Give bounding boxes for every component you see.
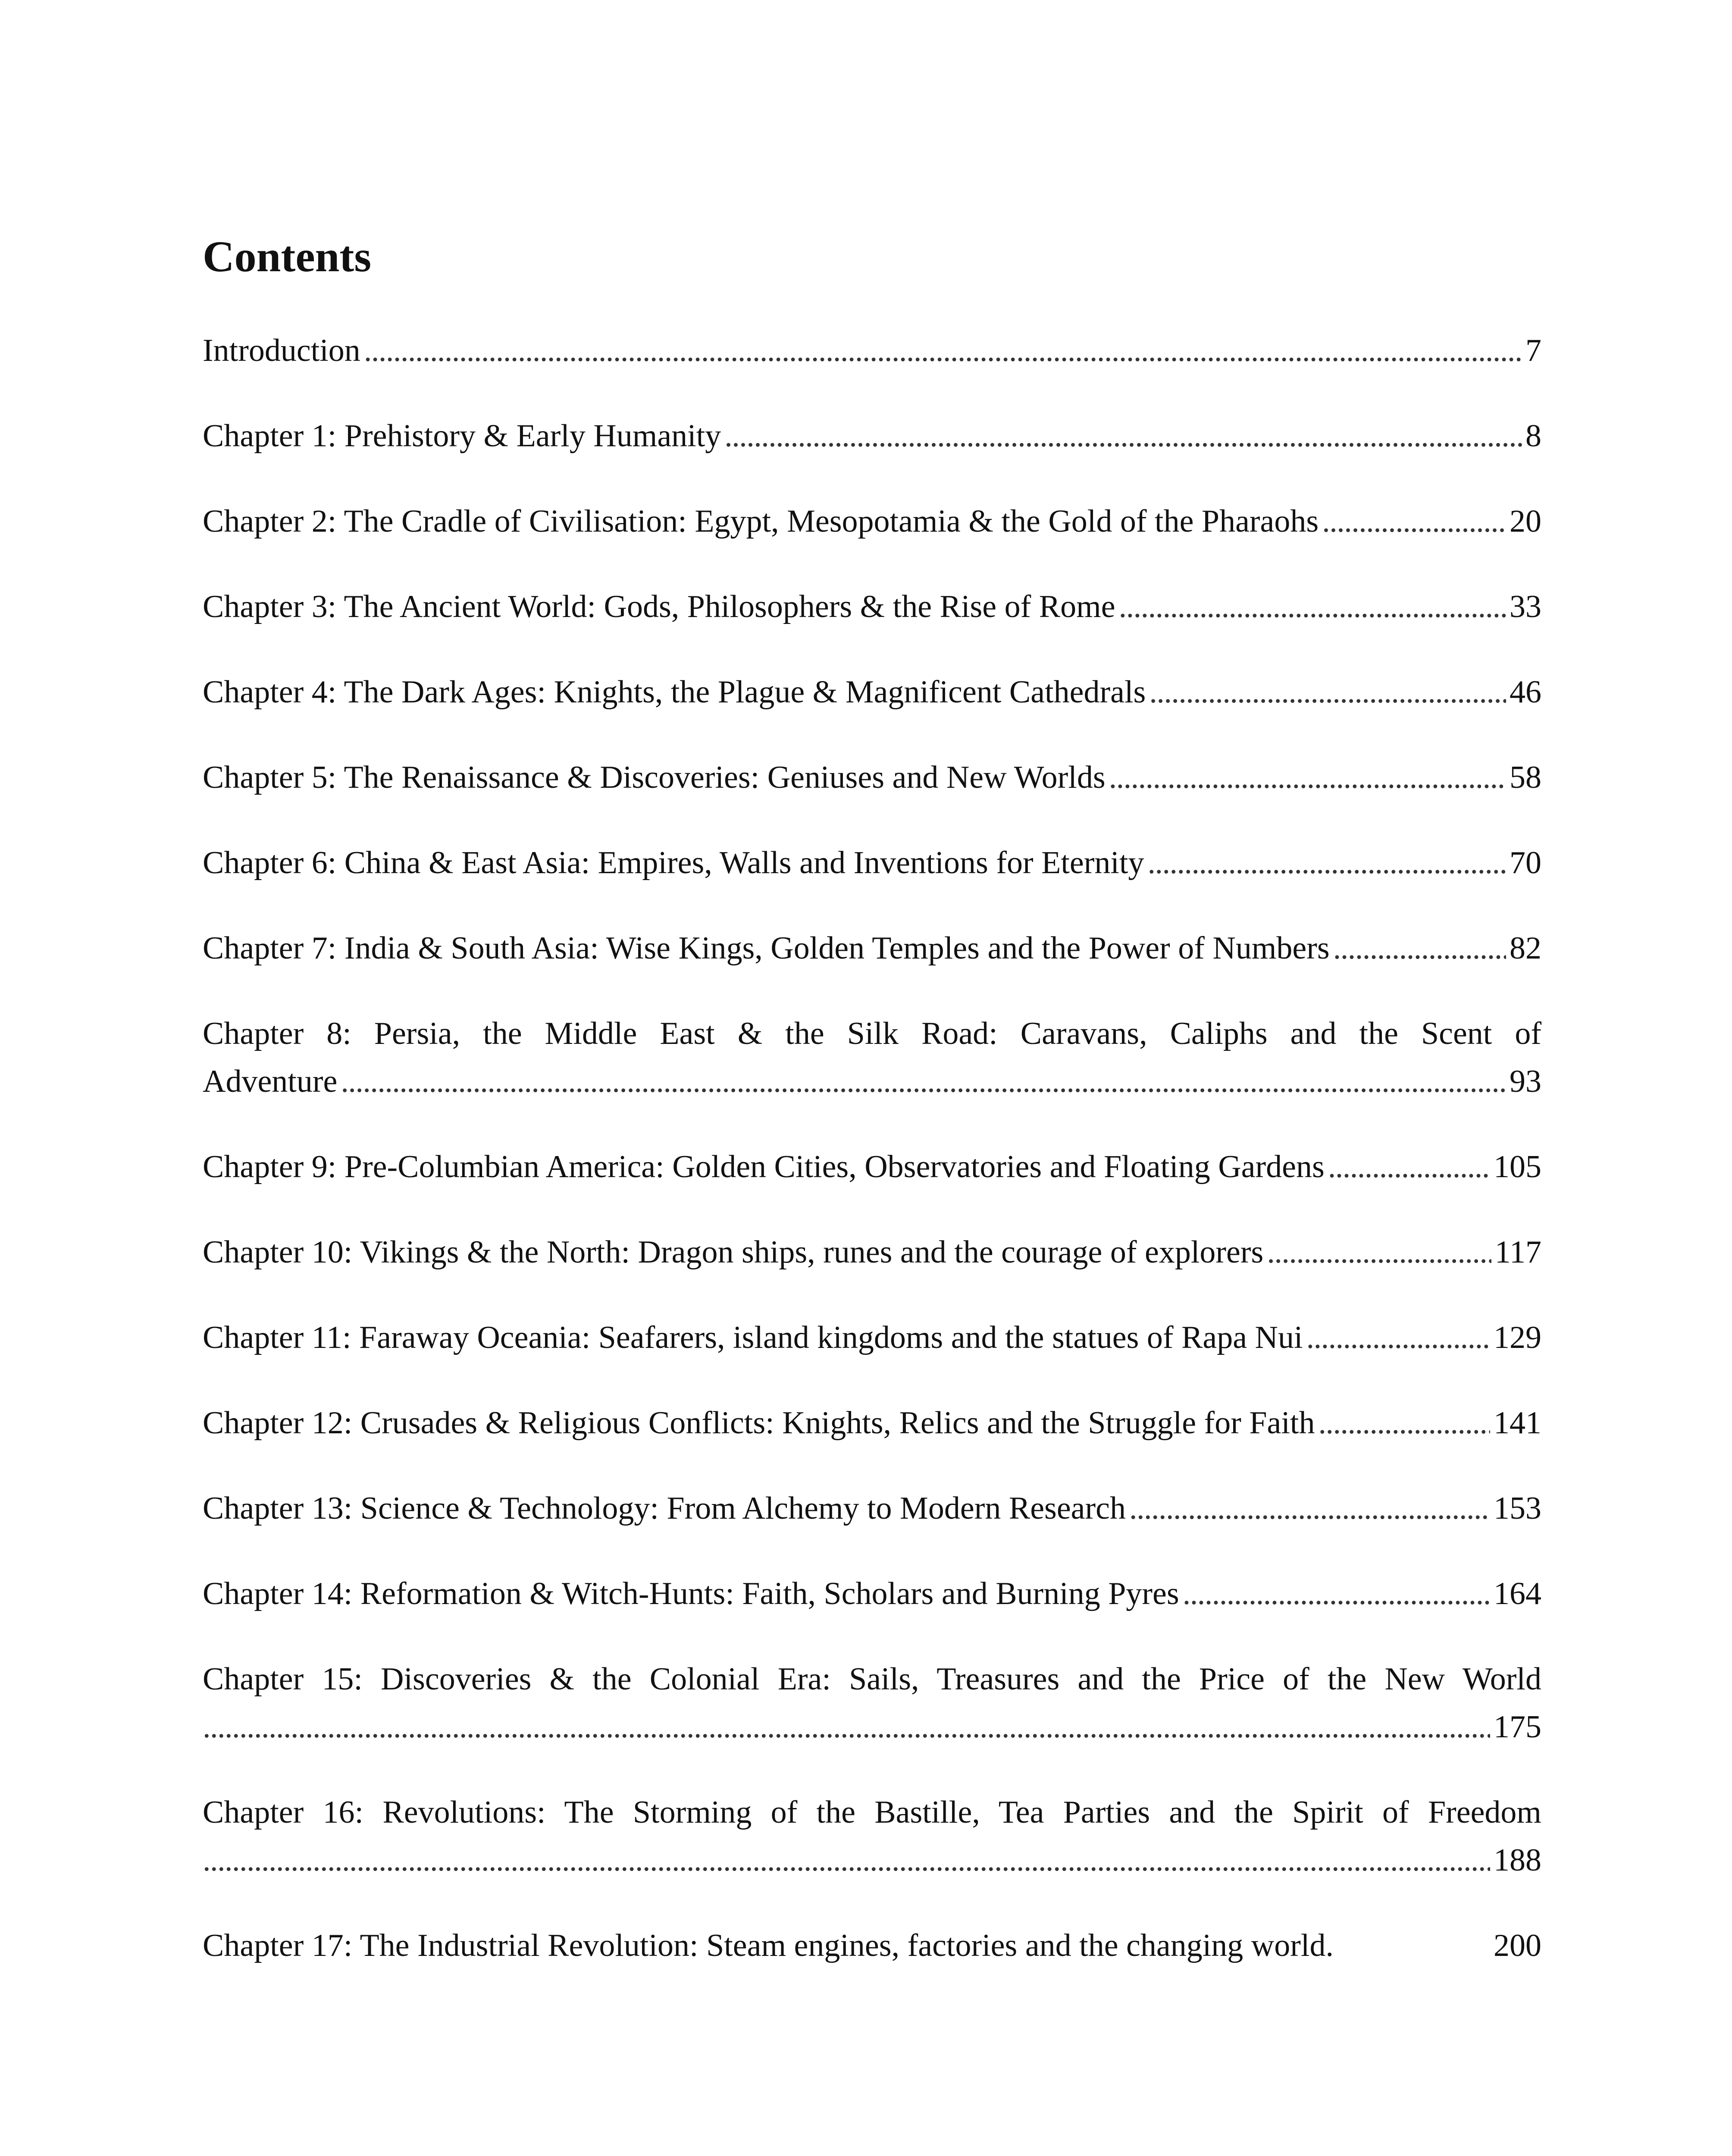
- toc-entry-page: 82: [1510, 931, 1541, 966]
- toc-entry-chapter-17[interactable]: [203, 1922, 1541, 1970]
- dot-leader: [1306, 1314, 1490, 1362]
- toc-entry-page: 105: [1494, 1149, 1541, 1185]
- toc-entry-title-line2: Adventure: [203, 1064, 338, 1099]
- toc-entry-chapter-8[interactable]: [203, 1010, 1541, 1106]
- toc-entry-title: Chapter 9: Pre-Columbian America: Golden Cities, Observatories and Floating Gardens: [203, 1149, 1325, 1185]
- toc-entry-chapter-14[interactable]: [203, 1570, 1541, 1618]
- toc-entry-chapter-3[interactable]: [203, 583, 1541, 631]
- toc-entry-introduction[interactable]: [203, 327, 1541, 375]
- toc-entry-chapter-5[interactable]: [203, 754, 1541, 802]
- toc-entry-page: 33: [1510, 589, 1541, 624]
- toc-entry-title-line1: Chapter 15: Discoveries & the Colonial Era: Sails, Treasures and the Price of the New World: [203, 1661, 1541, 1697]
- toc-entry-title: Chapter 1: Prehistory & Early Humanity: [203, 418, 721, 454]
- toc-entry-page: 20: [1510, 504, 1541, 539]
- toc-entry-page: 200: [1494, 1928, 1541, 1963]
- toc-entry-page: 46: [1510, 674, 1541, 710]
- toc-entry-page: 7: [1525, 333, 1541, 368]
- toc-entry-chapter-15[interactable]: [203, 1655, 1541, 1751]
- toc-entry-title: Chapter 6: China & East Asia: Empires, Walls and Inventions for Eternity: [203, 845, 1144, 881]
- dot-leader: [1333, 924, 1506, 972]
- document-page: [203, 0, 1541, 2156]
- toc-entry-title: Chapter 13: Science & Technology: From Alchemy to Modern Research: [203, 1491, 1126, 1526]
- toc-entry-title: Chapter 14: Reformation & Witch-Hunts: Faith, Scholars and Burning Pyres: [203, 1576, 1179, 1611]
- dot-leader: [1129, 1485, 1490, 1532]
- toc-entry-title-line1: Chapter 8: Persia, the Middle East & the Silk Road: Caravans, Caliphs and the Scent of: [203, 1016, 1541, 1051]
- dot-leader: [203, 1836, 1490, 1884]
- toc-entry-page: 8: [1525, 418, 1541, 454]
- toc-entry-page: 70: [1510, 845, 1541, 881]
- toc-entry-chapter-11[interactable]: [203, 1314, 1541, 1362]
- dot-leader: [1119, 583, 1506, 631]
- dot-leader: [1267, 1228, 1491, 1276]
- toc-entry-chapter-2[interactable]: [203, 498, 1541, 545]
- toc-entry-page: 141: [1494, 1405, 1541, 1441]
- toc-entry-page: 164: [1494, 1576, 1541, 1611]
- toc-entry-title: Chapter 5: The Renaissance & Discoveries: Geniuses and New Worlds: [203, 760, 1106, 795]
- toc-entry-title: Chapter 2: The Cradle of Civilisation: Egypt, Mesopotamia & the Gold of the Pharaohs: [203, 504, 1319, 539]
- toc-entry-page: 175: [1494, 1709, 1541, 1745]
- dot-leader: [1109, 754, 1506, 802]
- dot-leader: [1322, 498, 1506, 545]
- toc-entry-chapter-10[interactable]: [203, 1228, 1541, 1276]
- toc-entry-chapter-13[interactable]: [203, 1485, 1541, 1532]
- toc-entry-chapter-7[interactable]: [203, 924, 1541, 972]
- toc-entry-chapter-12[interactable]: [203, 1399, 1541, 1447]
- table-of-contents: [203, 327, 1541, 1970]
- dot-leader: [1328, 1143, 1490, 1191]
- dot-leader: [724, 412, 1522, 460]
- page-title: Contents: [203, 232, 372, 281]
- dot-leader: [364, 327, 1522, 375]
- toc-entry-title: Chapter 7: India & South Asia: Wise Kings, Golden Temples and the Power of Numbers: [203, 931, 1330, 966]
- toc-entry-page: 93: [1510, 1064, 1541, 1099]
- toc-entry-title: Chapter 10: Vikings & the North: Dragon ships, runes and the courage of explorers: [203, 1235, 1264, 1270]
- dot-leader: [203, 1703, 1490, 1751]
- dot-leader: [1318, 1399, 1490, 1447]
- toc-entry-page: 58: [1510, 760, 1541, 795]
- dot-leader: [1148, 839, 1506, 887]
- toc-entry-title: Chapter 12: Crusades & Religious Conflicts: Knights, Relics and the Struggle for Faith: [203, 1405, 1315, 1441]
- dot-leader: [1183, 1570, 1490, 1618]
- toc-entry-chapter-6[interactable]: [203, 839, 1541, 887]
- toc-entry-page: 153: [1494, 1491, 1541, 1526]
- toc-entry-chapter-4[interactable]: [203, 668, 1541, 716]
- toc-entry-title: Chapter 11: Faraway Oceania: Seafarers, island kingdoms and the statues of Rapa Nui: [203, 1320, 1303, 1355]
- dot-leader: [341, 1058, 1506, 1106]
- toc-entry-title: Chapter 17: The Industrial Revolution: Steam engines, factories and the changing world.: [203, 1928, 1334, 1963]
- toc-entry-chapter-9[interactable]: [203, 1143, 1541, 1191]
- toc-entry-title: Introduction: [203, 333, 360, 368]
- dot-leader: [1149, 668, 1506, 716]
- toc-entry-chapter-1[interactable]: [203, 412, 1541, 460]
- toc-entry-page: 117: [1494, 1235, 1541, 1270]
- toc-entry-title: Chapter 3: The Ancient World: Gods, Philosophers & the Rise of Rome: [203, 589, 1115, 624]
- toc-entry-chapter-16[interactable]: [203, 1789, 1541, 1884]
- toc-entry-title: Chapter 4: The Dark Ages: Knights, the Plague & Magnificent Cathedrals: [203, 674, 1146, 710]
- toc-entry-page: 129: [1494, 1320, 1541, 1355]
- toc-entry-title-line1: Chapter 16: Revolutions: The Storming of the Bastille, Tea Parties and the Spirit of Freedom: [203, 1795, 1541, 1830]
- toc-entry-page: 188: [1494, 1843, 1541, 1878]
